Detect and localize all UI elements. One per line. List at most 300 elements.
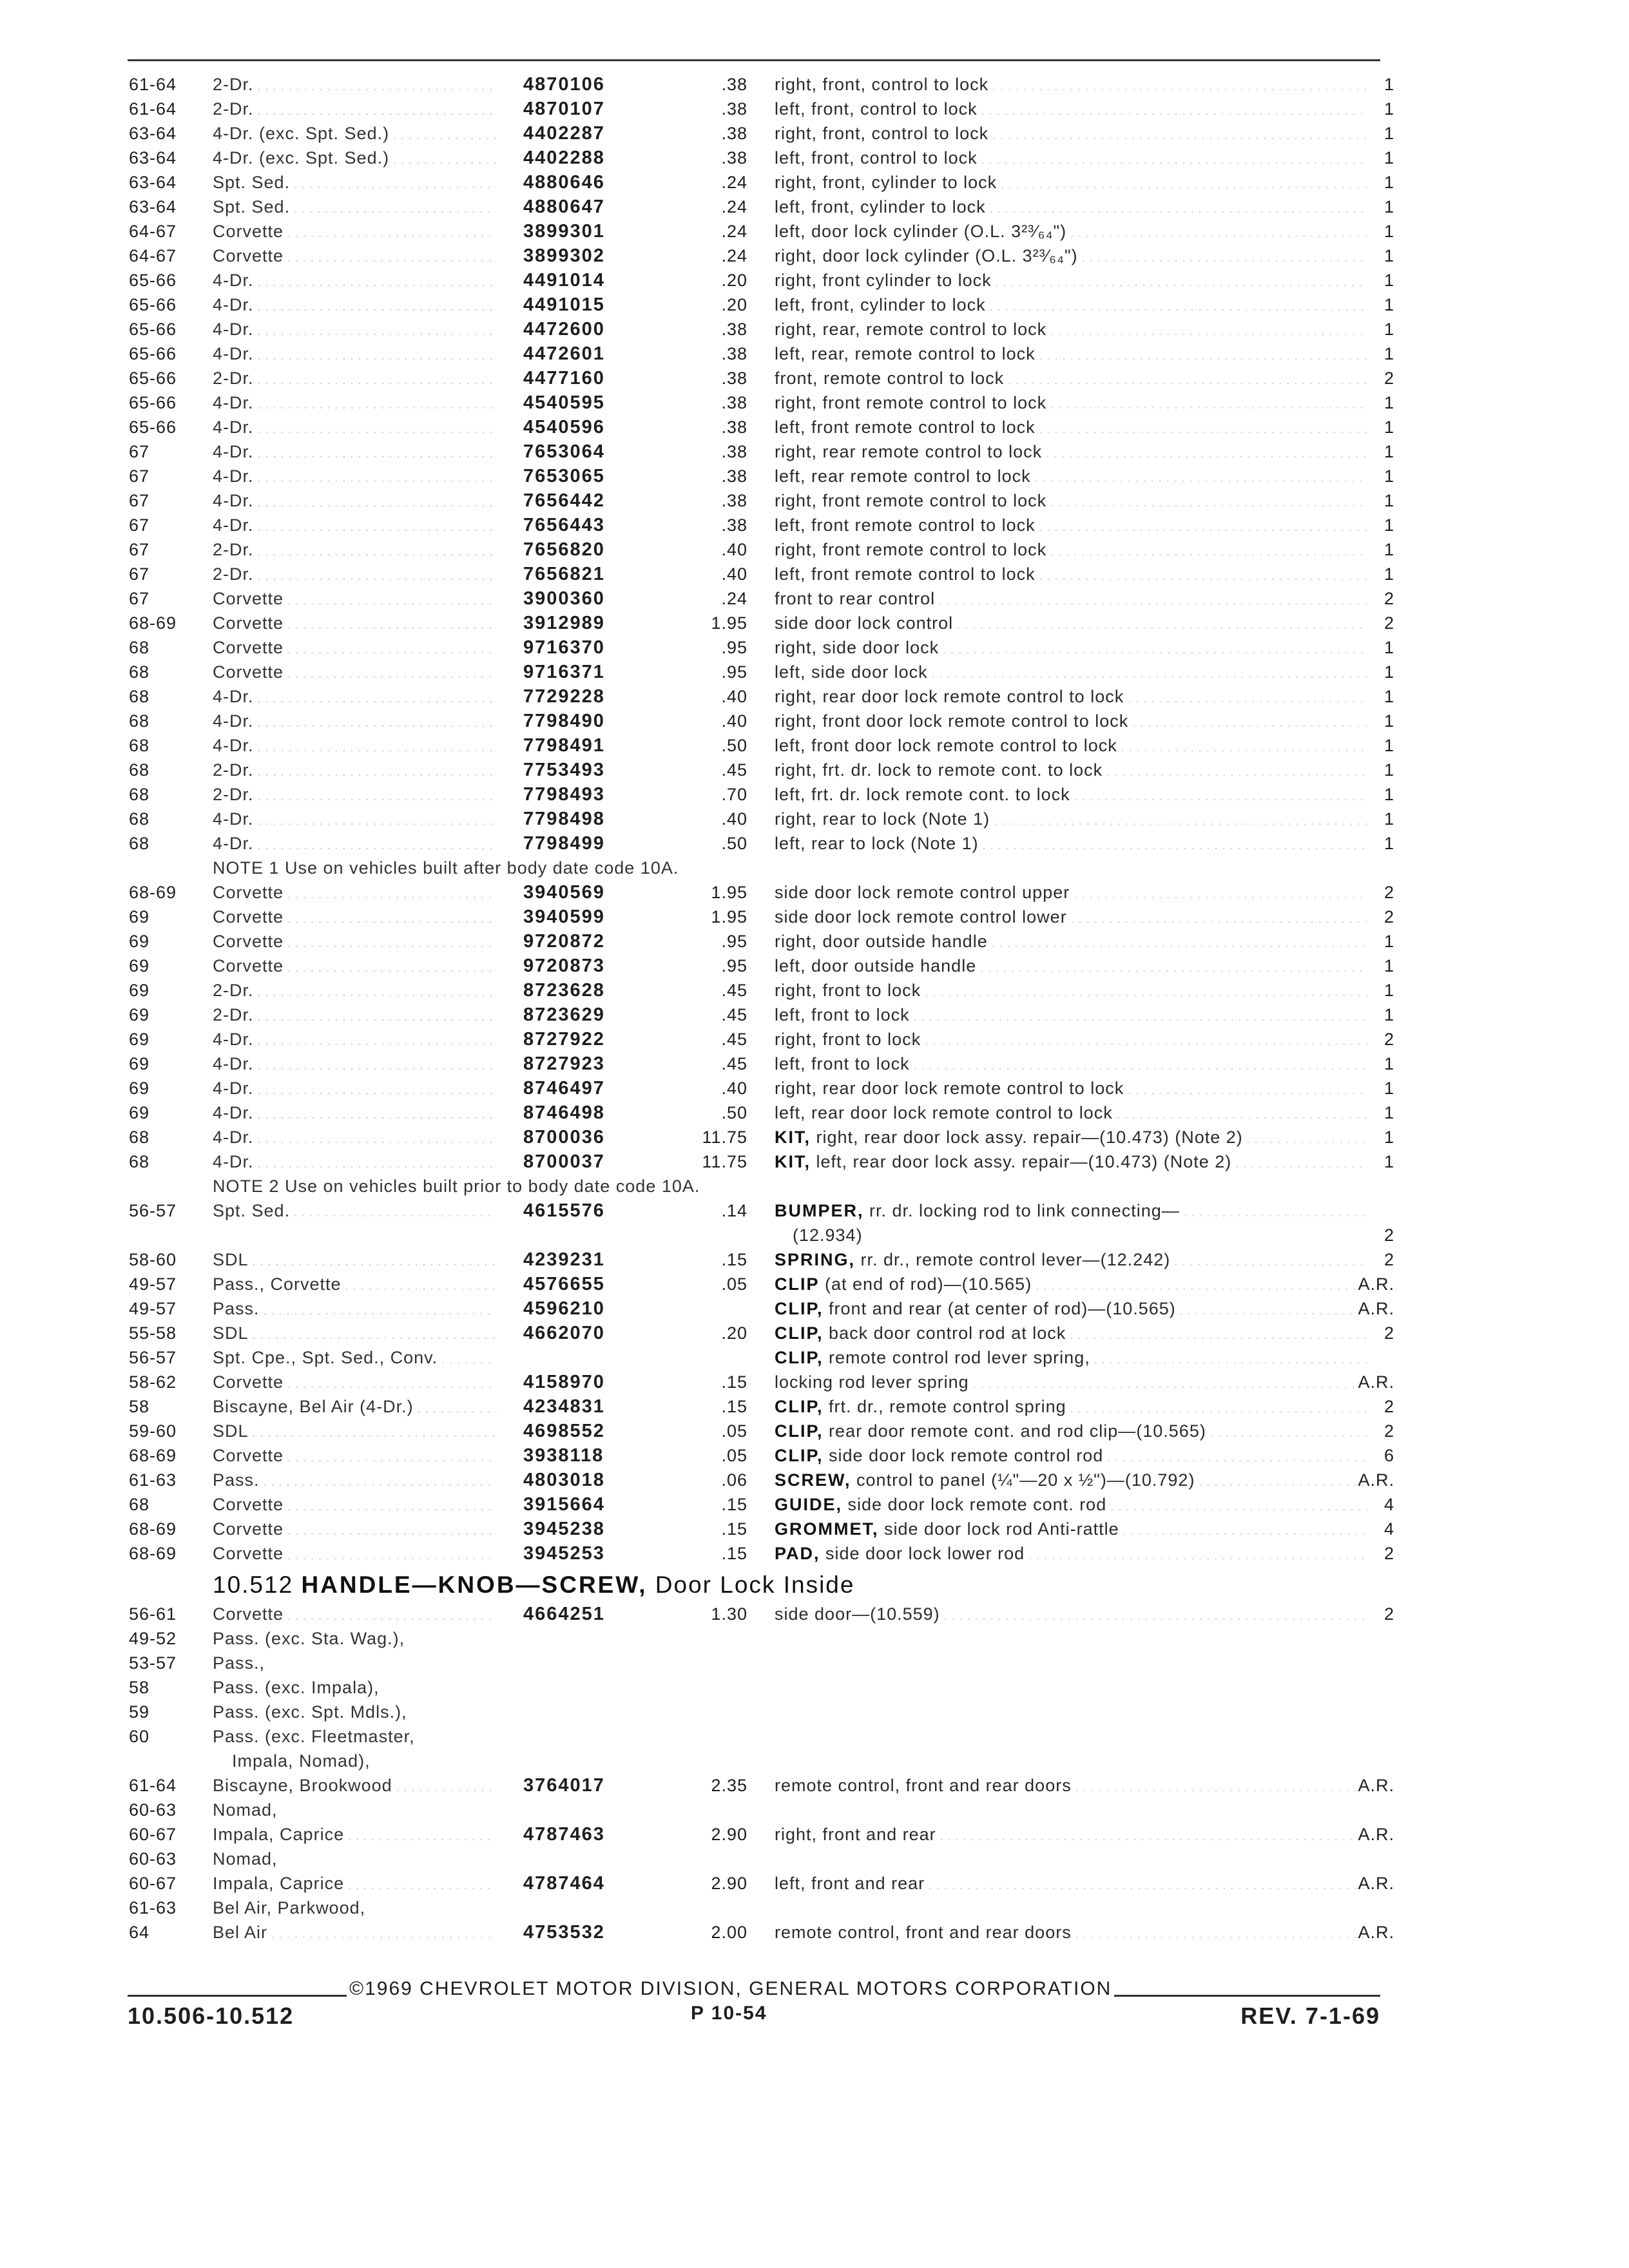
description — [775, 1920, 1367, 1946]
part-row — [0, 635, 1629, 660]
model: Nomad, — [213, 1849, 278, 1869]
part-row — [0, 72, 1629, 97]
part-row — [0, 1296, 1629, 1321]
description — [775, 268, 1367, 294]
parts-group-b — [0, 880, 1629, 1174]
part-number: 3945238 — [523, 1519, 605, 1539]
description-text: left, front to lock — [775, 1005, 910, 1024]
description — [775, 1871, 1367, 1898]
description-text: front to rear control — [775, 589, 936, 608]
description — [775, 611, 1367, 637]
part-number: 4698552 — [523, 1421, 605, 1441]
year-range: 68-69 — [129, 1544, 177, 1563]
model: Pass. . . . — [213, 1296, 496, 1323]
description — [775, 929, 1367, 956]
year-range: 56-57 — [129, 1201, 177, 1220]
price: 11.75 — [702, 1128, 747, 1147]
description-text: right, rear, remote control to lock — [775, 320, 1047, 339]
part-number: 9720872 — [523, 931, 605, 952]
description-text: left, rear door lock remote control to lock — [775, 1103, 1113, 1122]
quantity: 2 — [1383, 1421, 1394, 1441]
description-text: control to panel (¼"—20 x ½")—(10.792) — [856, 1470, 1195, 1490]
quantity: 1 — [1383, 99, 1394, 119]
description-text: front, remote control to lock — [775, 369, 1005, 388]
part-number: 7656820 — [523, 539, 605, 560]
model: Impala, Caprice . . . — [213, 1822, 496, 1849]
description-text: side door lock remote cont. rod — [847, 1495, 1107, 1514]
description-text: side door—(10.559) — [775, 1604, 940, 1624]
description — [775, 1419, 1367, 1445]
price: .15 — [721, 1519, 747, 1539]
quantity: 1 — [1383, 1079, 1394, 1098]
footer-rule-right — [1068, 1995, 1380, 1997]
model: 4-Dr. . . . — [213, 1052, 496, 1078]
description — [775, 97, 1367, 123]
part-row — [0, 880, 1629, 905]
year-range: 63-64 — [129, 197, 177, 216]
description — [775, 1149, 1367, 1176]
price: .38 — [721, 393, 747, 412]
description — [775, 978, 1367, 1004]
description — [775, 537, 1367, 564]
year-range: 68 — [129, 760, 150, 780]
model: 2-Dr. . . . — [213, 978, 496, 1004]
part-row — [0, 1223, 1629, 1247]
year-range: 68-69 — [129, 1446, 177, 1465]
year-range: 64-67 — [129, 246, 177, 265]
part-row — [0, 1847, 1629, 1871]
description — [775, 1296, 1367, 1323]
part-row — [0, 244, 1629, 268]
part-number: 3899302 — [523, 245, 605, 266]
description — [775, 880, 1367, 907]
quantity: A.R. — [1358, 1299, 1394, 1318]
description — [775, 1468, 1367, 1494]
description — [775, 733, 1367, 760]
part-row — [0, 1798, 1629, 1822]
part-number: 3912989 — [523, 613, 605, 633]
part-row — [0, 1272, 1629, 1296]
description-text: side door lock remote control lower — [775, 907, 1067, 927]
year-range: 69 — [129, 907, 150, 927]
price: .20 — [721, 1323, 747, 1343]
model: 4-Dr. . . . — [213, 513, 496, 539]
description — [775, 1370, 1367, 1396]
price: .38 — [721, 418, 747, 437]
year-range: 68 — [129, 687, 150, 706]
description-keyword: KIT, — [775, 1152, 811, 1171]
parts-group-a — [0, 72, 1629, 856]
description-text: left, front, control to lock — [775, 148, 978, 168]
description — [775, 195, 1367, 221]
quantity: 2 — [1383, 613, 1394, 633]
part-number: 7798491 — [523, 735, 605, 756]
part-number: 3764017 — [523, 1775, 605, 1796]
year-range: 60-67 — [129, 1874, 177, 1893]
year-range: 63-64 — [129, 148, 177, 168]
description-text: left, front, control to lock — [775, 99, 978, 119]
price: .05 — [721, 1274, 747, 1294]
part-row — [0, 611, 1629, 635]
quantity: 1 — [1383, 1128, 1394, 1147]
price: .15 — [721, 1250, 747, 1269]
description-keyword: GROMMET, — [775, 1519, 879, 1539]
part-row — [0, 341, 1629, 366]
model: 4-Dr. (exc. Spt. Sed.) . . . — [213, 146, 496, 172]
description — [775, 954, 1367, 980]
year-range: 61-64 — [129, 75, 177, 94]
part-row — [0, 709, 1629, 733]
description — [775, 1394, 1367, 1421]
year-range: 65-66 — [129, 271, 177, 290]
model: 2-Dr. . . . — [213, 537, 496, 564]
model: 2-Dr. . . . — [213, 97, 496, 123]
part-row — [0, 1003, 1629, 1027]
quantity: 2 — [1383, 1323, 1394, 1343]
model: Corvette . . . — [213, 929, 496, 956]
price: .20 — [721, 295, 747, 314]
quantity: A.R. — [1358, 1372, 1394, 1392]
part-row — [0, 1419, 1629, 1443]
part-number: 4787463 — [523, 1824, 605, 1845]
section-heading — [0, 1566, 1629, 1602]
model: Biscayne, Brookwood . . . — [213, 1773, 496, 1800]
description-text: frt. dr., remote control spring — [829, 1397, 1066, 1416]
year-range: 59-60 — [129, 1421, 177, 1441]
part-number: 3940599 — [523, 907, 605, 927]
part-row — [0, 1394, 1629, 1419]
top-rule — [128, 59, 1380, 61]
description-text: right, front, control to lock — [775, 75, 989, 94]
description-text: side door lock rod Anti-rattle — [884, 1519, 1119, 1539]
description-text: right, door outside handle — [775, 932, 988, 951]
footer-revision: REV. 7-1-69 — [1240, 2003, 1380, 2029]
model: Pass., — [213, 1653, 265, 1673]
description — [775, 439, 1367, 466]
description-text: right, rear to lock (Note 1) — [775, 809, 990, 829]
part-row — [0, 905, 1629, 929]
year-range: 69 — [129, 932, 150, 951]
part-number: 3899301 — [523, 221, 605, 242]
part-number: 9720873 — [523, 956, 605, 976]
part-row — [0, 1076, 1629, 1100]
year-range: 67 — [129, 491, 150, 510]
description — [775, 1027, 1367, 1053]
part-number: 3938118 — [523, 1445, 604, 1466]
parts-group-c — [0, 1198, 1629, 1566]
price: .38 — [721, 491, 747, 510]
model: Pass., Corvette . . . — [213, 1272, 496, 1298]
part-number: 4880647 — [523, 197, 605, 217]
description — [775, 1443, 1367, 1470]
description-text: right, front to lock — [775, 981, 921, 1000]
description — [775, 1541, 1367, 1568]
part-row — [0, 1052, 1629, 1076]
part-row — [0, 1541, 1629, 1566]
part-row — [0, 1370, 1629, 1394]
price: .40 — [721, 809, 747, 829]
model: 4-Dr. (exc. Spt. Sed.) . . . — [213, 121, 496, 148]
quantity: A.R. — [1358, 1776, 1394, 1795]
year-range: 60 — [129, 1727, 150, 1746]
year-range: 69 — [129, 1030, 150, 1049]
quantity: 1 — [1383, 320, 1394, 339]
price: 11.75 — [702, 1152, 747, 1171]
quantity: A.R. — [1358, 1470, 1394, 1490]
year-range: 53-57 — [129, 1653, 177, 1673]
price: .95 — [721, 638, 747, 657]
price: .38 — [721, 442, 747, 461]
description-text: right, front cylinder to lock — [775, 271, 992, 290]
note-2-row — [0, 1174, 1629, 1198]
year-range: 68-69 — [129, 883, 177, 902]
part-row — [0, 1443, 1629, 1468]
description — [775, 709, 1367, 735]
part-number: 4803018 — [523, 1470, 605, 1490]
year-range: 63-64 — [129, 173, 177, 192]
description-text: left, rear remote control to lock — [775, 466, 1031, 486]
part-row — [0, 586, 1629, 611]
part-number: 7798493 — [523, 784, 605, 805]
description — [775, 586, 1367, 613]
description-text: right, rear door lock remote control to lock — [775, 1079, 1124, 1098]
quantity: 2 — [1383, 1604, 1394, 1624]
part-number: 4402288 — [523, 148, 605, 168]
part-number: 7798498 — [523, 809, 605, 829]
description-text: remote control, front and rear doors — [775, 1923, 1072, 1942]
description-text: (at end of rod)—(10.565) — [825, 1274, 1032, 1294]
quantity: 2 — [1383, 1397, 1394, 1416]
description-text: left, front and rear — [775, 1874, 925, 1893]
quantity: A.R. — [1358, 1274, 1394, 1294]
model: Pass. (exc. Spt. Mdls.), — [213, 1702, 407, 1722]
description-text: right, front remote control to lock — [775, 540, 1047, 559]
description-keyword: CLIP, — [775, 1348, 824, 1367]
part-number: 7653064 — [523, 441, 605, 462]
description-keyword: GUIDE, — [775, 1495, 843, 1514]
model: Corvette . . . — [213, 1370, 496, 1396]
year-range: 59 — [129, 1702, 150, 1722]
part-row — [0, 660, 1629, 684]
description — [775, 1052, 1367, 1078]
price: .24 — [721, 222, 747, 241]
description-keyword: CLIP, — [775, 1397, 824, 1416]
description-text: left, front door lock remote control to lock — [775, 736, 1117, 755]
description-text: right, door lock cylinder (O.L. 3²³⁄₆₄") — [775, 246, 1078, 265]
section-title-bold: HANDLE—KNOB—SCREW, — [301, 1571, 648, 1598]
part-row — [0, 513, 1629, 537]
quantity: 4 — [1383, 1495, 1394, 1514]
price: 2.90 — [711, 1874, 747, 1893]
model: Corvette . . . — [213, 586, 496, 613]
description — [775, 121, 1367, 148]
part-row — [0, 1896, 1629, 1920]
description-text: side door lock remote control upper — [775, 883, 1070, 902]
year-range: 68 — [129, 809, 150, 829]
note-1: NOTE 1 Use on vehicles built after body date code 10A. — [213, 858, 679, 878]
part-number: 4239231 — [523, 1249, 605, 1270]
part-number: 4787464 — [523, 1873, 605, 1894]
description-continued: (12.934) — [793, 1225, 863, 1245]
quantity: 1 — [1383, 932, 1394, 951]
part-number: 4234831 — [523, 1396, 605, 1417]
model-continued: Impala, Nomad), — [232, 1751, 371, 1771]
part-number: 8723628 — [523, 980, 605, 1001]
description — [775, 1247, 1367, 1274]
footer-page-number: P 10-54 — [691, 2003, 767, 2024]
year-range: 65-66 — [129, 418, 177, 437]
quantity: 1 — [1383, 564, 1394, 584]
price: .06 — [721, 1470, 747, 1490]
description-text: right, rear door lock assy. repair—(10.473) (Note 2) — [816, 1128, 1243, 1147]
year-range: 60-63 — [129, 1849, 177, 1869]
model: Corvette . . . — [213, 611, 496, 637]
quantity: 1 — [1383, 466, 1394, 486]
quantity: A.R. — [1358, 1923, 1394, 1942]
price: .38 — [721, 148, 747, 168]
model: Biscayne, Bel Air (4-Dr.) . . . — [213, 1394, 496, 1421]
quantity: 1 — [1383, 197, 1394, 216]
part-number: 4870107 — [523, 99, 605, 119]
part-number: 4477160 — [523, 368, 605, 389]
part-number: 8727923 — [523, 1053, 605, 1074]
description-text: right, front, control to lock — [775, 124, 989, 143]
quantity: 1 — [1383, 736, 1394, 755]
model: Impala, Caprice . . . — [213, 1871, 496, 1898]
description-text: left, front remote control to lock — [775, 515, 1036, 535]
model: 2-Dr. . . . — [213, 366, 496, 392]
description-text: left, front to lock — [775, 1054, 910, 1073]
quantity: 2 — [1383, 369, 1394, 388]
part-row — [0, 293, 1629, 317]
footer-section-range: 10.506-10.512 — [128, 2003, 294, 2029]
description-text: right, front remote control to lock — [775, 393, 1047, 412]
description-text: left, rear door lock assy. repair—(10.473) (Note 2) — [816, 1152, 1232, 1171]
description — [775, 1321, 1367, 1347]
model: Spt. Cpe., Spt. Sed., Conv. . . . — [213, 1345, 496, 1372]
part-row — [0, 1468, 1629, 1492]
model: 4-Dr. . . . — [213, 1100, 496, 1127]
description-text: side door lock remote control rod — [829, 1446, 1104, 1465]
quantity: 1 — [1383, 295, 1394, 314]
model: Corvette . . . — [213, 880, 496, 907]
model: Corvette . . . — [213, 244, 496, 270]
price: .15 — [721, 1397, 747, 1416]
year-range: 61-63 — [129, 1898, 177, 1917]
description-text: remote control, front and rear doors — [775, 1776, 1072, 1795]
part-number: 4540595 — [523, 392, 605, 413]
description-keyword: CLIP, — [775, 1421, 824, 1441]
quantity: 1 — [1383, 1054, 1394, 1073]
description — [775, 513, 1367, 539]
description — [775, 1272, 1367, 1298]
price: 2.90 — [711, 1825, 747, 1844]
description-keyword: CLIP, — [775, 1446, 824, 1465]
model: 4-Dr. . . . — [213, 1125, 496, 1151]
part-number: 3945253 — [523, 1543, 605, 1564]
model: 4-Dr. . . . — [213, 439, 496, 466]
quantity: 2 — [1383, 907, 1394, 927]
part-row — [0, 1920, 1629, 1945]
quantity: 2 — [1383, 589, 1394, 608]
description — [775, 905, 1367, 931]
price: .38 — [721, 320, 747, 339]
description — [775, 488, 1367, 515]
quantity: 1 — [1383, 834, 1394, 853]
quantity: 1 — [1383, 491, 1394, 510]
description — [775, 1773, 1367, 1800]
year-range: 64 — [129, 1923, 150, 1942]
quantity: 1 — [1383, 515, 1394, 535]
quantity: 2 — [1383, 1544, 1394, 1563]
year-range: 68 — [129, 638, 150, 657]
model: 2-Dr. . . . — [213, 72, 496, 99]
price: 1.95 — [711, 883, 747, 902]
part-row — [0, 1651, 1629, 1675]
price: .40 — [721, 711, 747, 731]
model: 4-Dr. . . . — [213, 1027, 496, 1053]
quantity: 1 — [1383, 393, 1394, 412]
description-keyword: SCREW, — [775, 1470, 851, 1490]
quantity: 1 — [1383, 981, 1394, 1000]
description-text: right, front and rear — [775, 1825, 936, 1844]
price: .38 — [721, 124, 747, 143]
year-range: 56-57 — [129, 1348, 177, 1367]
quantity: 1 — [1383, 344, 1394, 363]
price: .95 — [721, 932, 747, 951]
quantity: 1 — [1383, 246, 1394, 265]
part-number: 4664251 — [523, 1604, 605, 1624]
price: .38 — [721, 466, 747, 486]
year-range: 67 — [129, 589, 150, 608]
part-number: 3915664 — [523, 1494, 605, 1515]
description — [775, 562, 1367, 588]
description — [775, 415, 1367, 441]
description-text: side door lock lower rod — [825, 1544, 1025, 1563]
model: Corvette . . . — [213, 1443, 496, 1470]
model: Corvette . . . — [213, 954, 496, 980]
part-number: 9716371 — [523, 662, 605, 682]
price: .38 — [721, 344, 747, 363]
part-row — [0, 195, 1629, 219]
quantity: 1 — [1383, 442, 1394, 461]
quantity: 4 — [1383, 1519, 1394, 1539]
quantity: 1 — [1383, 418, 1394, 437]
year-range: 68 — [129, 1152, 150, 1171]
year-range: 65-66 — [129, 295, 177, 314]
description — [775, 341, 1367, 368]
description-text: left, rear, remote control to lock — [775, 344, 1036, 363]
part-row — [0, 1749, 1629, 1773]
year-range: 67 — [129, 540, 150, 559]
part-row — [0, 1100, 1629, 1125]
part-number: 4576655 — [523, 1274, 605, 1294]
model: 4-Dr. . . . — [213, 807, 496, 833]
footer-copyright: ©1969 CHEVROLET MOTOR DIVISION, GENERAL MOTORS CORPORATION — [347, 1978, 1114, 2000]
quantity: 6 — [1383, 1446, 1394, 1465]
part-row — [0, 97, 1629, 121]
quantity: 1 — [1383, 75, 1394, 94]
price: .45 — [721, 1054, 747, 1073]
price: .50 — [721, 834, 747, 853]
year-range: 61-63 — [129, 1470, 177, 1490]
year-range: 67 — [129, 564, 150, 584]
model: Pass. (exc. Sta. Wag.), — [213, 1629, 405, 1648]
description-text: left, rear to lock (Note 1) — [775, 834, 979, 853]
description — [775, 1602, 1367, 1628]
part-number: 9716370 — [523, 637, 605, 658]
quantity: 1 — [1383, 1103, 1394, 1122]
